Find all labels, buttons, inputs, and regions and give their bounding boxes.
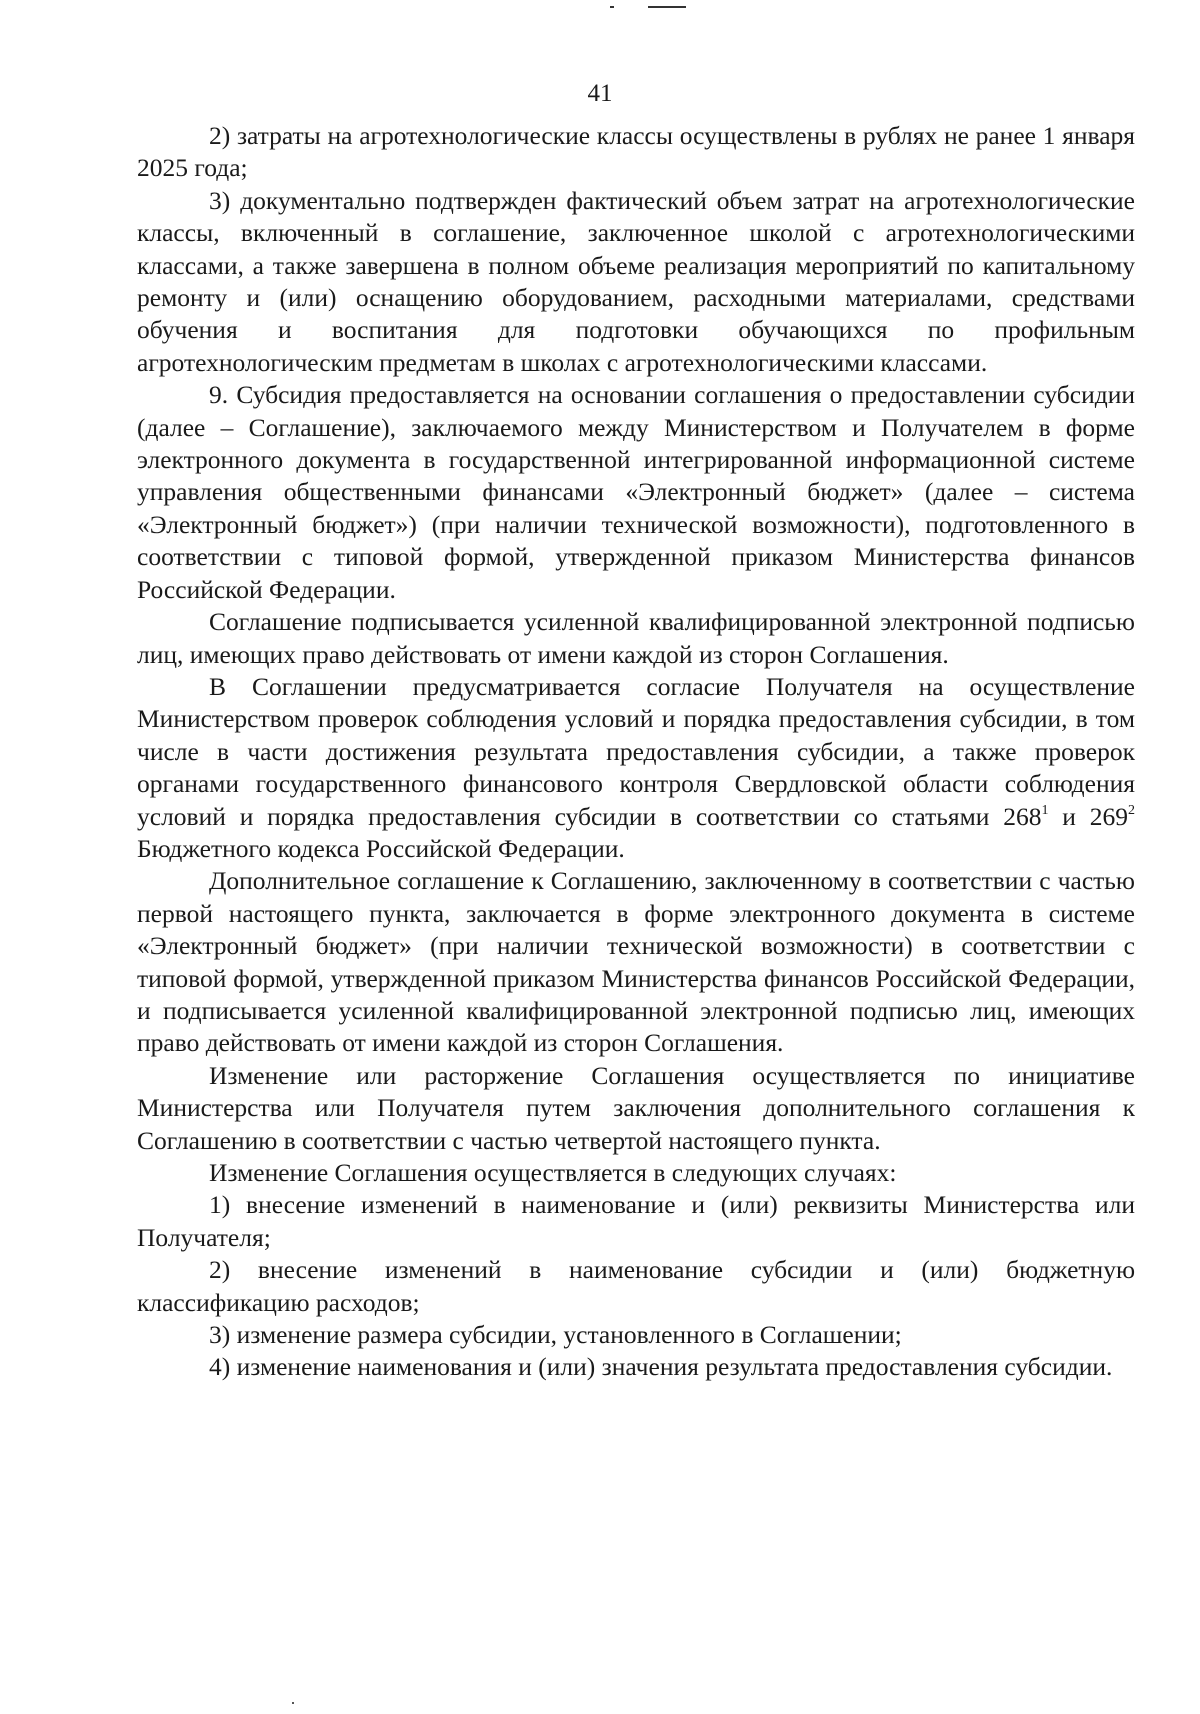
scan-artifact — [292, 1702, 294, 1704]
scan-artifact — [610, 6, 614, 8]
superscript: 2 — [1128, 802, 1135, 818]
page-number: 41 — [587, 80, 613, 107]
paragraph-consent-inspections: В Соглашении предусматривается согласие Получателя на осуществление Министерством проверок соблюдения условий и порядка предоставления субсидии, в том числе в части достижения результата предоставления субсидии, а также проверок органами государственного финансового контроля Свердловской области соблюдения условий и порядка предоставления субсидии в соответствии со статьями $268^1$ и $269^2$ Бюджетного кодекса Российской Федерации. — [137, 671, 1135, 863]
superscript: 1 — [1041, 802, 1049, 818]
list-item-case-3: 3) изменение размера субсидии, установленного в Соглашении; — [209, 1320, 902, 1350]
document-body — [137, 120, 1135, 1384]
list-item-case-2: 2) внесение изменений в наименование субсидии и (или) бюджетную классификацию расходов; — [137, 1255, 1135, 1317]
paragraph-change-termination: Изменение или расторжение Соглашения осуществляется по инициативе Министерства или Получателя путем заключения дополнительного соглашения к Соглашению в соответствии с частью четвертой настоящего пункта. — [137, 1060, 1135, 1155]
paragraph-expense-date: 2) затраты на агротехнологические классы осуществлены в рублях не ранее 1 января 2025 года; — [137, 121, 1135, 183]
list-item-case-4: 4) изменение наименования и (или) значения результата предоставления субсидии. — [209, 1352, 1113, 1382]
paragraph-item-9-agreement: 9. Субсидия предоставляется на основании соглашения о предоставлении субсидии (далее – Соглашение), заключаемого между Министерством и Получателем в форме электронного документа в государственной интегрированной информационной системе управления общественными финансами «Электронный бюджет» (далее – система «Электронный бюджет») (при наличии технической возможности), подготовленного в соответствии с типовой формой, утвержденной приказом Министерства финансов Российской Федерации. — [137, 380, 1135, 604]
paragraph-documented-expenses: 3) документально подтвержден фактический объем затрат на агротехнологические классы, включенный в соглашение, заключенное школой с агротехнологическими классами, а также завершена в полном объеме реализация мероприятий по капитальному ремонту и (или) оснащению оборудованием, расходными материалами, средствами обучения и воспитания для подготовки обучающихся по профильным агротехнологическим предметам в школах с агротехнологическими классами. — [137, 185, 1135, 377]
paragraph-supplementary-agreement: Дополнительное соглашение к Соглашению, заключенному в соответствии с частью первой настоящего пункта, заключается в форме электронного документа в системе «Электронный бюджет» (при наличии технической возможности) в соответствии с типовой формой, утвержденной приказом Министерства финансов Российской Федерации, и подписывается усиленной квалифицированной электронной подписью лиц, имеющих право действовать от имени каждой из сторон Соглашения. — [137, 866, 1135, 1058]
paragraph-change-cases: Изменение Соглашения осуществляется в следующих случаях: — [209, 1158, 897, 1187]
paragraph-signature: Соглашение подписывается усиленной квалифицированной электронной подписью лиц, имеющих право действовать от имени каждой из сторон Соглашения. — [137, 607, 1135, 669]
scan-artifact — [648, 6, 686, 8]
list-item-case-1: 1) внесение изменений в наименование и (или) реквизиты Министерства или Получателя; — [137, 1190, 1135, 1252]
